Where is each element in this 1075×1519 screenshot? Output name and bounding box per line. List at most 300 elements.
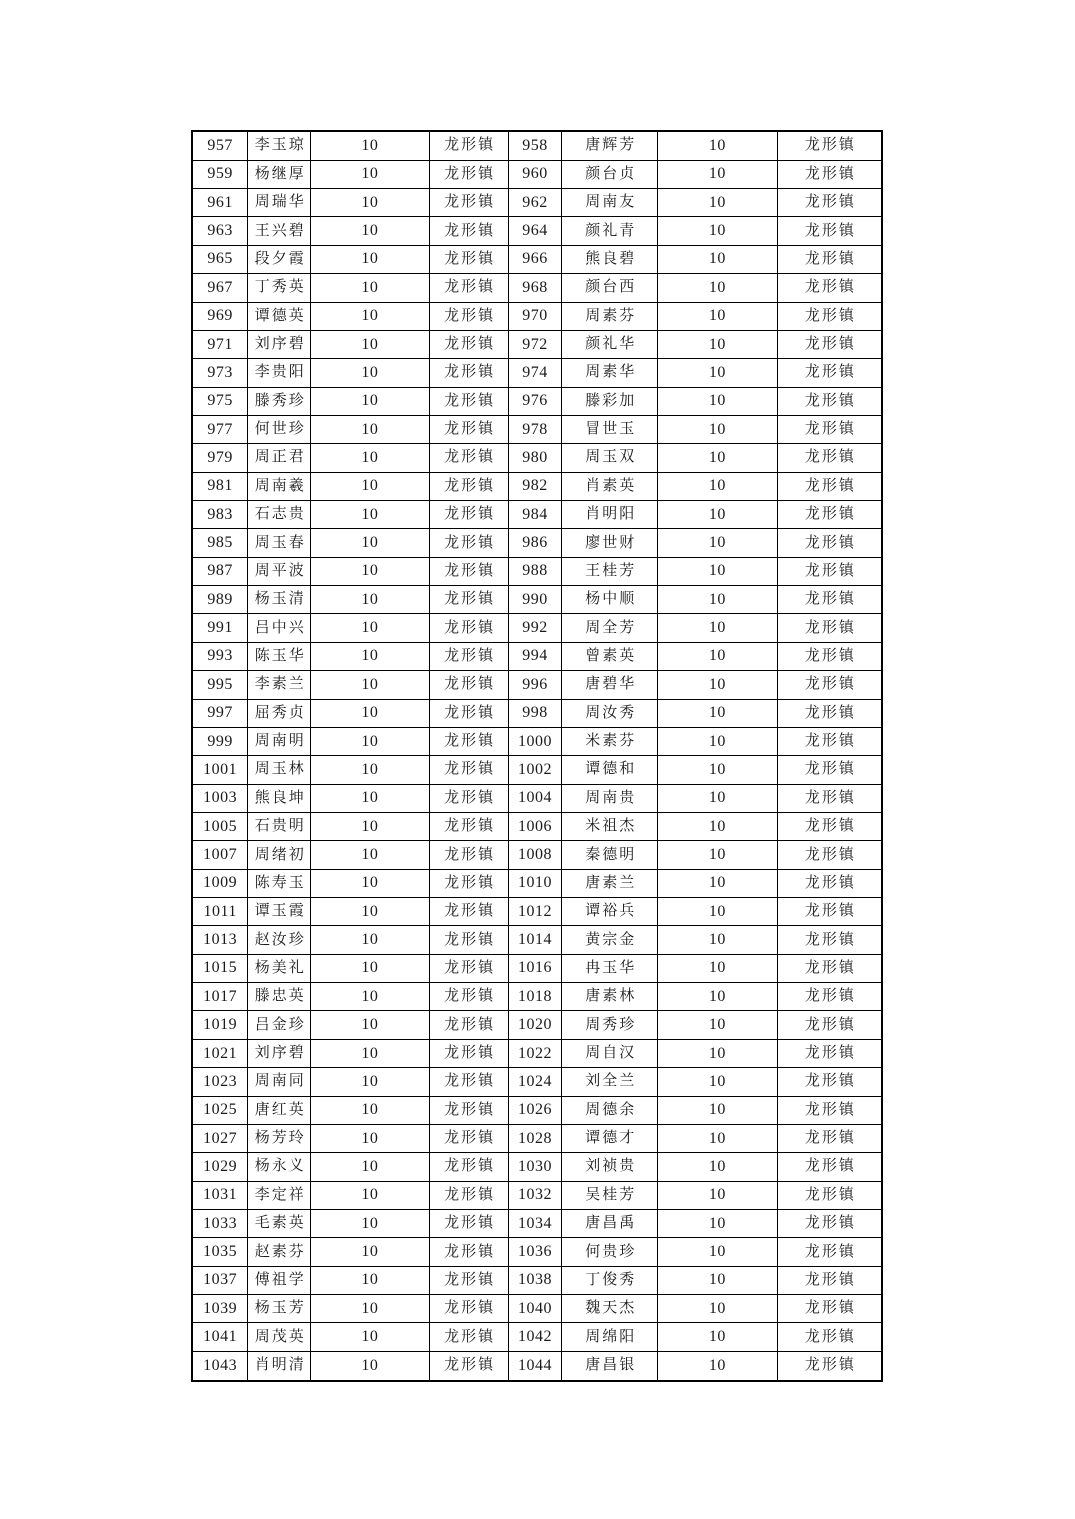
entry-name-cell: 刘祯贵: [562, 1153, 658, 1181]
table-row: [192, 983, 882, 1011]
entry-name-cell: 谭德和: [562, 756, 658, 784]
entry-id-cell: 967: [192, 274, 248, 302]
entry-name-cell: 刘序碧: [248, 1039, 311, 1067]
entry-value-cell: 10: [311, 756, 430, 784]
entry-name-cell: 颜礼华: [562, 330, 658, 358]
entry-value-cell: 10: [311, 1124, 430, 1152]
entry-value-cell: 10: [311, 1068, 430, 1096]
entry-id-cell: 1027: [192, 1124, 248, 1152]
entry-town-cell: 龙形镇: [777, 586, 882, 614]
table-row: [192, 898, 882, 926]
entry-id-cell: 1035: [192, 1238, 248, 1266]
entry-value-cell: 10: [658, 841, 778, 869]
entry-value-cell: 10: [658, 557, 778, 585]
entry-town-cell: 龙形镇: [429, 472, 508, 500]
entry-town-cell: 龙形镇: [777, 642, 882, 670]
table-row: [192, 699, 882, 727]
entry-value-cell: 10: [658, 671, 778, 699]
entry-town-cell: 龙形镇: [429, 302, 508, 330]
entry-name-cell: 李素兰: [248, 671, 311, 699]
entry-id-cell: 989: [192, 586, 248, 614]
entry-value-cell: 10: [658, 1266, 778, 1294]
entry-value-cell: 10: [311, 160, 430, 188]
entry-name-cell: 何世珍: [248, 415, 311, 443]
entry-id-cell: 1021: [192, 1039, 248, 1067]
entry-town-cell: 龙形镇: [429, 642, 508, 670]
entry-id-cell: 1016: [508, 954, 562, 982]
entry-name-cell: 周全芳: [562, 614, 658, 642]
table-row: [192, 529, 882, 557]
entry-town-cell: 龙形镇: [777, 1351, 882, 1381]
entry-value-cell: 10: [658, 1351, 778, 1381]
entry-value-cell: 10: [658, 869, 778, 897]
entry-value-cell: 10: [658, 699, 778, 727]
entry-id-cell: 1022: [508, 1039, 562, 1067]
entry-town-cell: 龙形镇: [429, 841, 508, 869]
entry-id-cell: 1034: [508, 1210, 562, 1238]
table-row: [192, 359, 882, 387]
entry-id-cell: 993: [192, 642, 248, 670]
entry-name-cell: 杨中顺: [562, 586, 658, 614]
entry-town-cell: 龙形镇: [429, 727, 508, 755]
entry-town-cell: 龙形镇: [429, 1096, 508, 1124]
entry-id-cell: 1010: [508, 869, 562, 897]
entry-id-cell: 1012: [508, 898, 562, 926]
entry-id-cell: 961: [192, 189, 248, 217]
entry-town-cell: 龙形镇: [429, 415, 508, 443]
table-row: [192, 330, 882, 358]
entry-id-cell: 992: [508, 614, 562, 642]
table-row: [192, 189, 882, 217]
entry-name-cell: 周绪初: [248, 841, 311, 869]
entry-value-cell: 10: [311, 1039, 430, 1067]
entry-name-cell: 赵素芬: [248, 1238, 311, 1266]
entry-town-cell: 龙形镇: [429, 1181, 508, 1209]
entry-town-cell: 龙形镇: [777, 1096, 882, 1124]
entry-name-cell: 李贵阳: [248, 359, 311, 387]
entry-town-cell: 龙形镇: [777, 444, 882, 472]
table-row: [192, 1210, 882, 1238]
entry-name-cell: 魏天杰: [562, 1295, 658, 1323]
entry-id-cell: 990: [508, 586, 562, 614]
entry-id-cell: 997: [192, 699, 248, 727]
entry-id-cell: 987: [192, 557, 248, 585]
entry-id-cell: 978: [508, 415, 562, 443]
entry-town-cell: 龙形镇: [777, 954, 882, 982]
entry-town-cell: 龙形镇: [429, 1323, 508, 1351]
entry-name-cell: 颜台西: [562, 274, 658, 302]
entry-name-cell: 谭裕兵: [562, 898, 658, 926]
entry-name-cell: 滕秀珍: [248, 387, 311, 415]
entry-value-cell: 10: [311, 189, 430, 217]
entry-town-cell: 龙形镇: [777, 1266, 882, 1294]
entry-id-cell: 1043: [192, 1351, 248, 1381]
entry-id-cell: 979: [192, 444, 248, 472]
entry-value-cell: 10: [658, 926, 778, 954]
entry-name-cell: 周平波: [248, 557, 311, 585]
entry-id-cell: 971: [192, 330, 248, 358]
entry-id-cell: 1026: [508, 1096, 562, 1124]
entry-id-cell: 1031: [192, 1181, 248, 1209]
entry-id-cell: 994: [508, 642, 562, 670]
entry-town-cell: 龙形镇: [777, 359, 882, 387]
table-row: [192, 245, 882, 273]
entry-id-cell: 1006: [508, 812, 562, 840]
entry-name-cell: 周南贵: [562, 784, 658, 812]
entry-name-cell: 冉玉华: [562, 954, 658, 982]
entry-value-cell: 10: [658, 756, 778, 784]
entry-name-cell: 傅祖学: [248, 1266, 311, 1294]
entry-value-cell: 10: [658, 1124, 778, 1152]
entry-value-cell: 10: [311, 1351, 430, 1381]
entry-name-cell: 滕忠英: [248, 983, 311, 1011]
entry-town-cell: 龙形镇: [777, 727, 882, 755]
entry-value-cell: 10: [311, 1096, 430, 1124]
entry-town-cell: 龙形镇: [429, 1039, 508, 1067]
entry-town-cell: 龙形镇: [777, 926, 882, 954]
entry-id-cell: 969: [192, 302, 248, 330]
entry-town-cell: 龙形镇: [777, 529, 882, 557]
entry-id-cell: 970: [508, 302, 562, 330]
entry-value-cell: 10: [311, 1153, 430, 1181]
entry-value-cell: 10: [658, 131, 778, 160]
entry-name-cell: 唐昌银: [562, 1351, 658, 1381]
entry-value-cell: 10: [311, 727, 430, 755]
entry-name-cell: 杨芳玲: [248, 1124, 311, 1152]
entry-id-cell: 984: [508, 501, 562, 529]
entry-id-cell: 988: [508, 557, 562, 585]
entry-town-cell: 龙形镇: [429, 671, 508, 699]
entry-town-cell: 龙形镇: [777, 983, 882, 1011]
entry-id-cell: 964: [508, 217, 562, 245]
entry-value-cell: 10: [658, 898, 778, 926]
entry-name-cell: 刘全兰: [562, 1068, 658, 1096]
entry-name-cell: 周瑞华: [248, 189, 311, 217]
entry-name-cell: 周南同: [248, 1068, 311, 1096]
table-row: [192, 1351, 882, 1381]
entry-town-cell: 龙形镇: [429, 1295, 508, 1323]
entry-name-cell: 廖世财: [562, 529, 658, 557]
entry-name-cell: 吕金珍: [248, 1011, 311, 1039]
entry-value-cell: 10: [658, 614, 778, 642]
entry-town-cell: 龙形镇: [429, 954, 508, 982]
entry-id-cell: 977: [192, 415, 248, 443]
entry-name-cell: 唐昌禹: [562, 1210, 658, 1238]
entry-value-cell: 10: [311, 926, 430, 954]
entry-id-cell: 974: [508, 359, 562, 387]
entry-id-cell: 998: [508, 699, 562, 727]
entry-name-cell: 刘序碧: [248, 330, 311, 358]
table-row: [192, 444, 882, 472]
entry-name-cell: 周汝秀: [562, 699, 658, 727]
entry-name-cell: 周南明: [248, 727, 311, 755]
table-row: [192, 472, 882, 500]
table-row: [192, 274, 882, 302]
entry-value-cell: 10: [311, 898, 430, 926]
entry-name-cell: 石贵明: [248, 812, 311, 840]
entry-town-cell: 龙形镇: [429, 699, 508, 727]
entry-id-cell: 1037: [192, 1266, 248, 1294]
entry-value-cell: 10: [311, 699, 430, 727]
entry-id-cell: 1038: [508, 1266, 562, 1294]
table-row: [192, 1238, 882, 1266]
entry-id-cell: 976: [508, 387, 562, 415]
entry-town-cell: 龙形镇: [777, 1068, 882, 1096]
entry-name-cell: 黄宗金: [562, 926, 658, 954]
table-row: [192, 869, 882, 897]
entry-town-cell: 龙形镇: [777, 472, 882, 500]
table-row: [192, 1181, 882, 1209]
table-row: [192, 756, 882, 784]
entry-value-cell: 10: [311, 1295, 430, 1323]
entry-town-cell: 龙形镇: [429, 217, 508, 245]
table-row: [192, 501, 882, 529]
entry-value-cell: 10: [658, 1323, 778, 1351]
entry-id-cell: 1000: [508, 727, 562, 755]
table-row: [192, 131, 882, 160]
entry-value-cell: 10: [658, 812, 778, 840]
entry-town-cell: 龙形镇: [777, 1210, 882, 1238]
entry-id-cell: 1008: [508, 841, 562, 869]
entry-id-cell: 972: [508, 330, 562, 358]
entry-name-cell: 周茂英: [248, 1323, 311, 1351]
entry-name-cell: 何贵珍: [562, 1238, 658, 1266]
entry-id-cell: 985: [192, 529, 248, 557]
table-row: [192, 671, 882, 699]
entry-town-cell: 龙形镇: [777, 756, 882, 784]
table-row: [192, 387, 882, 415]
entry-id-cell: 995: [192, 671, 248, 699]
entry-id-cell: 1015: [192, 954, 248, 982]
entry-town-cell: 龙形镇: [777, 557, 882, 585]
entry-name-cell: 周玉林: [248, 756, 311, 784]
table-row: [192, 1068, 882, 1096]
entry-value-cell: 10: [658, 302, 778, 330]
entry-value-cell: 10: [311, 529, 430, 557]
entry-name-cell: 颜礼青: [562, 217, 658, 245]
entry-id-cell: 975: [192, 387, 248, 415]
table-row: [192, 586, 882, 614]
entry-town-cell: 龙形镇: [777, 330, 882, 358]
entry-name-cell: 王兴碧: [248, 217, 311, 245]
entry-value-cell: 10: [311, 586, 430, 614]
table-row: [192, 784, 882, 812]
entry-town-cell: 龙形镇: [777, 671, 882, 699]
entry-id-cell: 1019: [192, 1011, 248, 1039]
table-row: [192, 217, 882, 245]
entry-value-cell: 10: [658, 1039, 778, 1067]
entry-value-cell: 10: [311, 841, 430, 869]
entry-town-cell: 龙形镇: [429, 1011, 508, 1039]
entry-name-cell: 周南友: [562, 189, 658, 217]
entry-name-cell: 吕中兴: [248, 614, 311, 642]
entry-id-cell: 965: [192, 245, 248, 273]
entry-name-cell: 熊良碧: [562, 245, 658, 273]
entry-name-cell: 唐素兰: [562, 869, 658, 897]
entry-value-cell: 10: [311, 387, 430, 415]
entry-name-cell: 李玉琼: [248, 131, 311, 160]
entry-town-cell: 龙形镇: [429, 586, 508, 614]
entry-name-cell: 秦德明: [562, 841, 658, 869]
entry-id-cell: 1030: [508, 1153, 562, 1181]
table-row: [192, 160, 882, 188]
entry-id-cell: 1017: [192, 983, 248, 1011]
entry-value-cell: 10: [658, 1068, 778, 1096]
entry-id-cell: 1042: [508, 1323, 562, 1351]
entry-id-cell: 1009: [192, 869, 248, 897]
entry-id-cell: 1002: [508, 756, 562, 784]
entry-value-cell: 10: [658, 1181, 778, 1209]
entry-name-cell: 陈玉华: [248, 642, 311, 670]
entry-id-cell: 1028: [508, 1124, 562, 1152]
entry-id-cell: 1024: [508, 1068, 562, 1096]
entry-value-cell: 10: [658, 444, 778, 472]
entry-town-cell: 龙形镇: [777, 387, 882, 415]
entry-town-cell: 龙形镇: [777, 1153, 882, 1181]
entry-name-cell: 陈寿玉: [248, 869, 311, 897]
entry-value-cell: 10: [311, 1323, 430, 1351]
entry-value-cell: 10: [311, 614, 430, 642]
entry-town-cell: 龙形镇: [429, 131, 508, 160]
table-row: [192, 302, 882, 330]
roster-table-body: [192, 131, 882, 1381]
entry-value-cell: 10: [658, 245, 778, 273]
entry-name-cell: 段夕霞: [248, 245, 311, 273]
entry-id-cell: 959: [192, 160, 248, 188]
entry-id-cell: 1033: [192, 1210, 248, 1238]
entry-town-cell: 龙形镇: [777, 160, 882, 188]
entry-town-cell: 龙形镇: [429, 756, 508, 784]
entry-id-cell: 1005: [192, 812, 248, 840]
entry-name-cell: 周玉双: [562, 444, 658, 472]
entry-value-cell: 10: [311, 557, 430, 585]
entry-town-cell: 龙形镇: [429, 529, 508, 557]
entry-value-cell: 10: [311, 501, 430, 529]
entry-value-cell: 10: [311, 812, 430, 840]
entry-town-cell: 龙形镇: [429, 501, 508, 529]
entry-name-cell: 石志贵: [248, 501, 311, 529]
entry-name-cell: 肖明清: [248, 1351, 311, 1381]
table-row: [192, 557, 882, 585]
entry-value-cell: 10: [658, 954, 778, 982]
entry-name-cell: 肖素英: [562, 472, 658, 500]
entry-id-cell: 1018: [508, 983, 562, 1011]
entry-value-cell: 10: [311, 954, 430, 982]
entry-name-cell: 唐碧华: [562, 671, 658, 699]
entry-name-cell: 丁俊秀: [562, 1266, 658, 1294]
entry-town-cell: 龙形镇: [429, 1124, 508, 1152]
entry-town-cell: 龙形镇: [777, 1323, 882, 1351]
entry-value-cell: 10: [658, 387, 778, 415]
entry-name-cell: 米祖杰: [562, 812, 658, 840]
table-row: [192, 1323, 882, 1351]
entry-town-cell: 龙形镇: [777, 841, 882, 869]
table-row: [192, 1266, 882, 1294]
entry-name-cell: 周自汉: [562, 1039, 658, 1067]
table-row: [192, 812, 882, 840]
entry-id-cell: 999: [192, 727, 248, 755]
entry-town-cell: 龙形镇: [429, 1238, 508, 1266]
entry-id-cell: 1041: [192, 1323, 248, 1351]
entry-id-cell: 966: [508, 245, 562, 273]
entry-value-cell: 10: [658, 1295, 778, 1323]
entry-town-cell: 龙形镇: [777, 898, 882, 926]
entry-town-cell: 龙形镇: [777, 1238, 882, 1266]
table-row: [192, 727, 882, 755]
entry-value-cell: 10: [311, 983, 430, 1011]
entry-value-cell: 10: [658, 160, 778, 188]
entry-town-cell: 龙形镇: [777, 812, 882, 840]
entry-value-cell: 10: [311, 784, 430, 812]
table-row: [192, 926, 882, 954]
entry-id-cell: 1001: [192, 756, 248, 784]
entry-value-cell: 10: [658, 1011, 778, 1039]
entry-id-cell: 1040: [508, 1295, 562, 1323]
entry-town-cell: 龙形镇: [429, 898, 508, 926]
entry-town-cell: 龙形镇: [429, 189, 508, 217]
entry-id-cell: 1004: [508, 784, 562, 812]
entry-town-cell: 龙形镇: [429, 557, 508, 585]
entry-value-cell: 10: [311, 274, 430, 302]
entry-value-cell: 10: [658, 529, 778, 557]
entry-town-cell: 龙形镇: [777, 869, 882, 897]
entry-id-cell: 960: [508, 160, 562, 188]
entry-value-cell: 10: [658, 330, 778, 358]
table-row: [192, 415, 882, 443]
table-row: [192, 954, 882, 982]
entry-id-cell: 1013: [192, 926, 248, 954]
table-row: [192, 1124, 882, 1152]
entry-name-cell: 滕彩加: [562, 387, 658, 415]
entry-value-cell: 10: [658, 274, 778, 302]
entry-town-cell: 龙形镇: [429, 983, 508, 1011]
entry-value-cell: 10: [658, 1096, 778, 1124]
entry-town-cell: 龙形镇: [429, 245, 508, 273]
entry-value-cell: 10: [311, 217, 430, 245]
entry-value-cell: 10: [658, 983, 778, 1011]
entry-value-cell: 10: [311, 671, 430, 699]
entry-name-cell: 唐素林: [562, 983, 658, 1011]
entry-name-cell: 丁秀英: [248, 274, 311, 302]
entry-town-cell: 龙形镇: [777, 1039, 882, 1067]
entry-name-cell: 熊良坤: [248, 784, 311, 812]
entry-value-cell: 10: [658, 586, 778, 614]
entry-value-cell: 10: [658, 727, 778, 755]
entry-id-cell: 986: [508, 529, 562, 557]
entry-town-cell: 龙形镇: [429, 1153, 508, 1181]
entry-town-cell: 龙形镇: [429, 812, 508, 840]
entry-town-cell: 龙形镇: [777, 501, 882, 529]
entry-town-cell: 龙形镇: [777, 1124, 882, 1152]
entry-name-cell: 周正君: [248, 444, 311, 472]
entry-value-cell: 10: [311, 1266, 430, 1294]
entry-town-cell: 龙形镇: [777, 1295, 882, 1323]
entry-name-cell: 杨永义: [248, 1153, 311, 1181]
entry-value-cell: 10: [658, 359, 778, 387]
entry-name-cell: 周德余: [562, 1096, 658, 1124]
entry-town-cell: 龙形镇: [777, 784, 882, 812]
entry-value-cell: 10: [658, 472, 778, 500]
entry-town-cell: 龙形镇: [777, 614, 882, 642]
table-row: [192, 1011, 882, 1039]
entry-name-cell: 唐红英: [248, 1096, 311, 1124]
entry-value-cell: 10: [658, 1238, 778, 1266]
entry-name-cell: 杨玉芳: [248, 1295, 311, 1323]
entry-value-cell: 10: [658, 642, 778, 670]
entry-id-cell: 1025: [192, 1096, 248, 1124]
entry-town-cell: 龙形镇: [777, 699, 882, 727]
entry-name-cell: 毛素英: [248, 1210, 311, 1238]
